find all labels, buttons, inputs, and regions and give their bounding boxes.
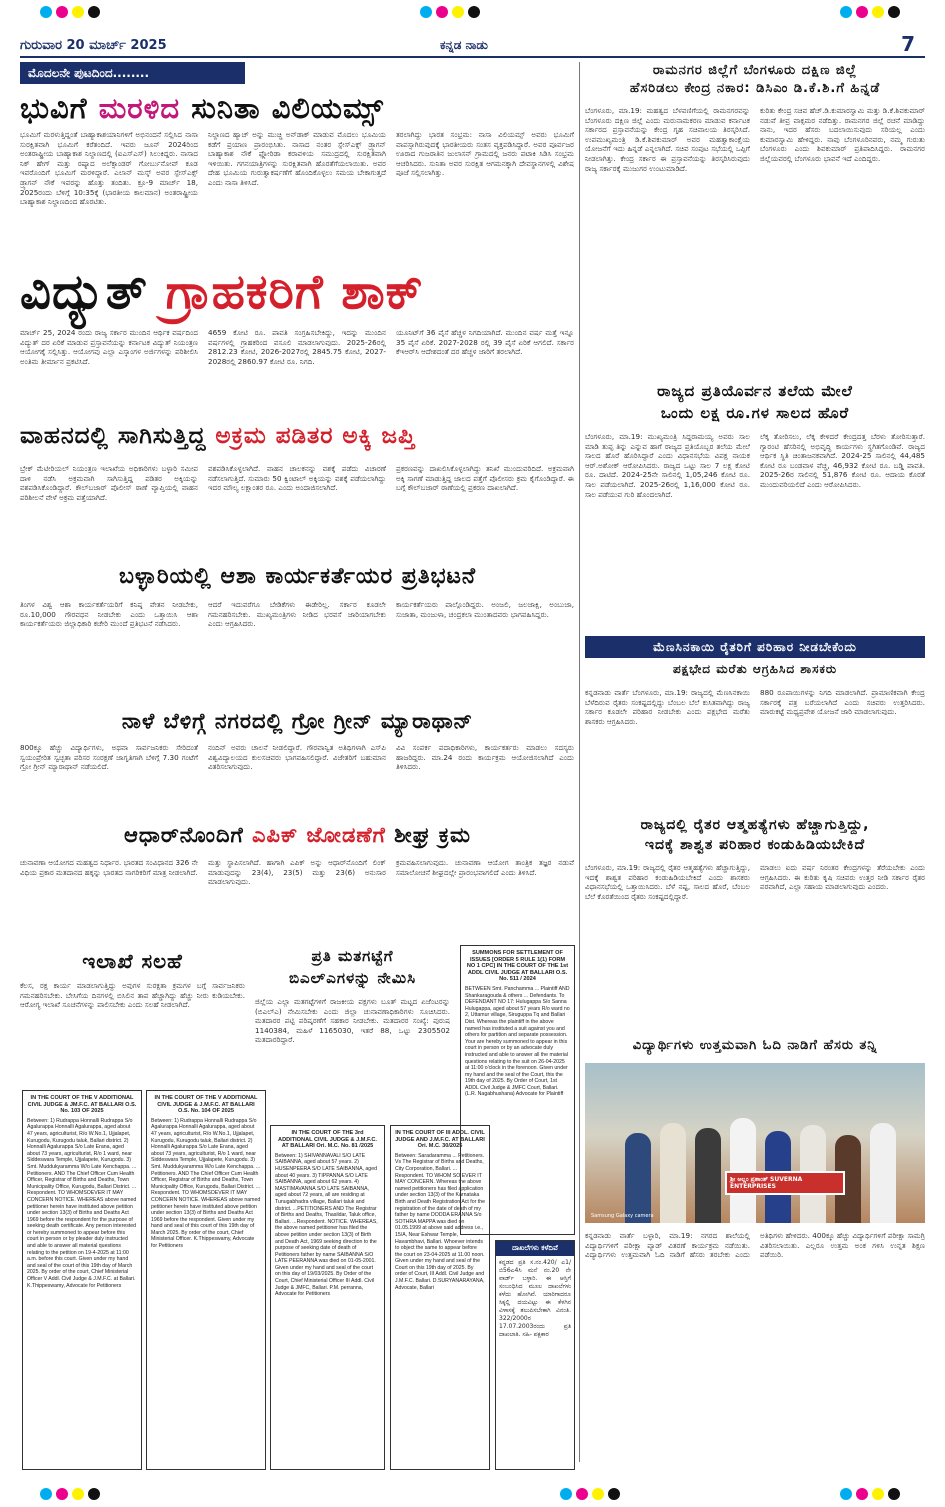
headline-line: ರಾಜ್ಯದಲ್ಲಿ ರೈತರ ಆತ್ಮಹತ್ಯೆಗಳು ಹೆಚ್ಚಾಗುತ್ತಿದ್ದು, [640, 817, 870, 833]
black-dot [608, 1488, 620, 1500]
legal-notice-body: Between: 1) Rudrappa Honnalli Rudrappa S/o Agalurappa Honnalli Agalurappa, aged about 47 years, agriculturist, R/o W.No.1, Ujjalapet, Kurugodu, Kurugodu taluk, Ballari district. 2) Honnalli Agalurappa S/o Late Erana, aged about 73 years, agriculturist, R/o 1 ward, near Siddeswara Temple, Ujjalapete, Kurugodu. 3) Smt. Muddukyaramma W/o Late Kenchappa. ... Petitioners. AND The Chief Officer Cum Health Officer, Registrar of Births and Deaths, Town Municipality Office, Kurugodu, Ballari District. ... Respondent. TO WHOMSOEVER IT MAY CONCERN NOTICE. WHEREAS above named petitioner herein have instituted above petition under section 13(3) of Births and Deaths Act 1969 before the respondent for the purpose of seeking death certificate. Any person interested or hereby summoned to appear before this court in person or by pleader duly instructed and able to answer all material questions relating to the petition on 19-4-2025 at 11:00 a.m. before this court. Given under my hand and seal of the court of this 19th day of March 2025. By order of the court, Chief Ministerial Officer V Addl. Civil Judge & J.M.F.C. at Ballari. K.Thippeswamy, Advocate for Petitioners [27, 1117, 137, 1289]
column-divider [579, 62, 580, 1462]
person-figure [870, 1123, 896, 1223]
headline-line: ಹೆಸರಿಡಲು ಕೇಂದ್ರ ನಕಾರ: ಡಿಸಿಎಂ ಡಿ.ಕೆ.ಶಿ.ಗೆ ಹಿನ್ನಡೆ [629, 81, 881, 96]
ramanagara-article [585, 62, 925, 382]
sunita-body-mid: ನಿಲ್ದಾಣದ ಹ್ಯಾಚ್ ಅನ್ನು ಮುಚ್ಚಿ ಅನ್‌ಡಾಕ್ ಮಾಡುವ ಮೊದಲು ಭೂಮಿಯ ಕಡೆಗೆ ಪ್ರಯಾಣ ಪ್ರಾರಂಭಿಸಿತು. ನಾಸಾದ ನಂತರ ಸ್ಪೇಸ್‌ಎಕ್ಸ್ ಡ್ರ್ಯಾಗನ್ ಬಾಹ್ಯಾಕಾಶ ನೌಕೆ ಫ್ಲೋರಿಡಾ ಕರಾವಳಿಯ ಸಮುದ್ರದಲ್ಲಿ ಸುರಕ್ಷಿತವಾಗಿ ಇಳಿಯಿತು. ಗಗನಯಾತ್ರಿಗಳನ್ನು ಸುರಕ್ಷಿತವಾಗಿ ಹೊರತೆಗೆಯಲಾಯಿತು. ಅವರ ದೇಹ ಭೂಮಿಯ ಗುರುತ್ವಾಕರ್ಷಣೆಗೆ ಹೊಂದಿಕೊಳ್ಳಲು ಸಮಯ ಬೇಕಾಗುತ್ತದೆ ಎಂದು ನಾಸಾ ತಿಳಿಸಿದೆ. [208, 130, 386, 187]
headline-line: ಒಂದು ಲಕ್ಷ ರೂ.ಗಳ ಸಾಲದ ಹೊರೆ [660, 404, 850, 422]
blo-article [255, 945, 450, 1120]
headline-word-highlight: ಗ್ರಾಹಕರಿಗೆ ಶಾಕ್ [165, 264, 424, 320]
headline-line: ಪಕ್ಷಭೇದ ಮರೆತು ಆಗ್ರಹಿಸಿದ ಶಾಸಕರು [672, 662, 838, 676]
debt-body-left: ಬೆಂಗಳೂರು, ಮಾ.19: ಮುಖ್ಯಮಂತ್ರಿ ಸಿದ್ದರಾಮಯ್ಯ ಅವರು ಸಾಲ ಮಾಡಿ ತುಪ್ಪ ತಿನ್ನು ಎನ್ನುವ ಹಾಗೆ ರಾಜ್ಯದ ಪ್ರತಿಯೊಬ್ಬರ ತಲೆಯ ಮೇಲೆ ಸಾಲದ ಹೊರೆ ಹೊರಿಸಿದ್ದಾರೆ ಎಂದು ವಿಧಾನಸಭೆಯ ವಿಪಕ್ಷ ನಾಯಕ ಆರ್.ಅಶೋಕ್ ಆರೋಪಿಸಿದರು. ರಾಜ್ಯದ ಒಟ್ಟು ಸಾಲ 7 ಲಕ್ಷ ಕೋಟಿ ರೂ. ದಾಟಿದೆ. 2024-25ನೇ ಸಾಲಿನಲ್ಲಿ 1,05,246 ಕೋಟಿ ರೂ. ಸಾಲ ಪಡೆಯಲಾಗಿದೆ. 2025-26ರಲ್ಲಿ 1,16,000 ಕೋಟಿ ರೂ. ಸಾಲ ಪಡೆಯುವ ಗುರಿ ಹೊಂದಲಾಗಿದೆ. [585, 432, 750, 499]
marathon-body-2: ನಂದಿನ್ ಅವರು ಚಾಲನೆ ನೀಡಲಿದ್ದಾರೆ. ಗೌರವಾನ್ವಿತ ಅತಿಥಿಗಳಾಗಿ ಎಸ್‌ಪಿ ವಿಶ್ವವಿದ್ಯಾಲಯದ ಕುಲಸಚಿವರು ಭಾಗವಹಿಸಲಿದ್ದಾರೆ. ವಿಜೇತರಿಗೆ ಬಹುಮಾನ ವಿತರಿಸಲಾಗುವುದು. [208, 743, 386, 772]
registration-marks-bottom [0, 1488, 945, 1502]
ramanagara-body-left: ಬೆಂಗಳೂರು, ಮಾ.19: ಮಹತ್ವದ ಬೆಳವಣಿಗೆಯಲ್ಲಿ ರಾಮನಗರವನ್ನು ಬೆಂಗಳೂರು ದಕ್ಷಿಣ ಜಿಲ್ಲೆ ಎಂದು ಮರುನಾಮಕರಣ ಮಾಡುವ ಕರ್ನಾಟಕ ಸರ್ಕಾರದ ಪ್ರಸ್ತಾವನೆಯನ್ನು ಕೇಂದ್ರ ಗೃಹ ಸಚಿವಾಲಯ ತಿರಸ್ಕರಿಸಿದೆ. ಉಪಮುಖ್ಯಮಂತ್ರಿ ಡಿ.ಕೆ.ಶಿವಕುಮಾರ್ ಅವರ ಮಹತ್ವಾಕಾಂಕ್ಷೆಯ ಯೋಜನೆಗೆ ಇದು ಹಿನ್ನಡೆ ಎನ್ನಲಾಗಿದೆ. ಸಚಿವ ಸಂಪುಟ ಸಭೆಯಲ್ಲಿ ಒಪ್ಪಿಗೆ ನೀಡಲಾಗಿತ್ತು. ಕೇಂದ್ರ ಸರ್ಕಾರ ಈ ಪ್ರಸ್ತಾವನೆಯನ್ನು ತಿರಸ್ಕರಿಸಿರುವುದು ರಾಜ್ಯ ಸರ್ಕಾರಕ್ಕೆ ಮುಜುಗರ ಉಂಟುಮಾಡಿದೆ. [585, 106, 750, 173]
cyan-dot [560, 1488, 572, 1500]
page-number: 7 [901, 32, 915, 56]
chilli-body-right: 880 ರೂಪಾಯಿಗಳನ್ನು ನಿಗದಿ ಮಾಡಲಾಗಿದೆ. ಪ್ರಾಮಾಣಿಕವಾಗಿ ಕೇಂದ್ರ ಸರ್ಕಾರಕ್ಕೆ ಪತ್ರ ಬರೆಯಲಾಗಿದೆ ಎಂದು ಸಚಿವರು ಉತ್ತರಿಸಿದರು. ಮಾರುಕಟ್ಟೆ ಮಧ್ಯಪ್ರವೇಶ ಯೋಜನೆ ಜಾರಿ ಮಾಡಲಾಗುವುದು. [760, 688, 925, 717]
debt-body-right: ಲೆಕ್ಕ ತೋರಿಸಲು, ಲೆಕ್ಕ ಕೇಳಿದರೆ ಕೇಂದ್ರದತ್ತ ಬೆರಳು ತೋರಿಸುತ್ತಾರೆ. ಗ್ಯಾರಂಟಿ ಹೆಸರಿನಲ್ಲಿ ಅಭಿವೃದ್ಧಿ ಕಾರ್ಯಗಳು ಸ್ಥಗಿತಗೊಂಡಿವೆ. ರಾಜ್ಯದ ಆರ್ಥಿಕ ಸ್ಥಿತಿ ಚಿಂತಾಜನಕವಾಗಿದೆ. 2024-25 ಸಾಲಿನಲ್ಲಿ 44,485 ಕೋಟಿ ರೂ ಬಂಡವಾಳ ವೆಚ್ಚ, 46,932 ಕೋಟಿ ರೂ. ಬಡ್ಡಿ ಪಾವತಿ. 2025-26ರ ಸಾಲಿನಲ್ಲಿ 51,876 ಕೋಟಿ ರೂ. ಆದಾಯ ಕೊರತೆ ಮುಂದುವರಿಯಲಿದೆ ಎಂದು ಆರೋಪಿಸಿದರು. [760, 432, 925, 489]
headline-word: ವಾಹನದಲ್ಲಿ ಸಾಗಿಸುತ್ತಿದ್ದ [20, 423, 207, 449]
lost-documents-banner: ದಾಖಲೆಗಳು ಕಳೆದಿವೆ [496, 1241, 574, 1256]
yellow-dot [592, 1488, 604, 1500]
legal-notice-title: IN THE COURT OF THE 3rd ADDITIONAL CIVIL JUDGE & J.M.F.C. AT BALLARI Ori. M.C. No. 81 /2025 [278, 1130, 377, 1150]
headline-word: ಆಧಾರ್‌ನೊಂದಿಗೆ [123, 823, 244, 847]
ration-body-3: ಪ್ರಕರಣವನ್ನು ದಾಖಲಿಸಿಕೊಳ್ಳಲಾಗಿದ್ದು ತನಿಖೆ ಮುಂದುವರಿದಿದೆ. ಅಕ್ರಮವಾಗಿ ಅಕ್ಕಿ ಸಾಗಣೆ ಮಾಡುತ್ತಿದ್ದ ಜಾಲದ ಪತ್ತೆಗೆ ಪೊಲೀಸರು ಕ್ರಮ ಕೈಗೊಂಡಿದ್ದಾರೆ. ಈ ಬಗ್ಗೆ ಕೌಲ್‌ಬಜಾರ್ ಠಾಣೆಯಲ್ಲಿ ಪ್ರಕರಣ ದಾಖಲಾಗಿದೆ. [396, 464, 574, 493]
magenta-dot [576, 1488, 588, 1500]
issue-date: ಗುರುವಾರ 20 ಮಾರ್ಚ್ 2025 [20, 38, 167, 53]
farmers-headline [585, 815, 925, 855]
asha-body-2: ಆದರೆ ಇದುವರೆಗೂ ಬೇಡಿಕೆಗಳು ಈಡೇರಿಲ್ಲ. ಸರ್ಕಾರ ಕೂಡಲೇ ಗಮನಹರಿಸಬೇಕು. ಮುಖ್ಯಮಂತ್ರಿಗಳು ನೀಡಿದ ಭರವಸೆ ಜಾರಿಯಾಗಬೇಕು ಎಂದು ಆಗ್ರಹಿಸಿದರು. [208, 600, 386, 629]
legal-notice-title: IN THE COURT OF III ADDL. CIVIL JUDGE AND J.M.F.C. AT BALLARI Ori. M.C. 30/2025 [395, 1130, 485, 1150]
person-figure [695, 1128, 721, 1223]
marathon-body-1: 800ಕ್ಕೂ ಹೆಚ್ಚು ವಿದ್ಯಾರ್ಥಿಗಳು, ಅಥವಾ ಸಾರ್ವಜನಿಕರು ಸೇರಿದಂತೆ ಸ್ವಯಂಪ್ರೇರಿತ ಸ್ವಚ್ಛತಾ ಪರಿಸರ ಸಂರಕ್ಷಣೆ ಜಾಗೃತಿಗಾಗಿ ಬೆಳಿಗ್ಗೆ 7.30 ಗಂಟೆಗೆ ಗ್ರೋ ಗ್ರೀನ್ ಮ್ಯಾರಾಥಾನ್ ನಡೆಯಲಿದೆ. [20, 743, 198, 772]
headline-line: ಬಿಎಲ್ಎಗಳನ್ನು ನೇಮಿಸಿ [288, 969, 417, 987]
legal-notice [270, 1125, 385, 1470]
ramanagara-body-right: ಕುರಿತು ಕೇಂದ್ರ ಸಚಿವ ಹೆಚ್.ಡಿ.ಕುಮಾರಸ್ವಾಮಿ ಮತ್ತು ಡಿ.ಕೆ.ಶಿವಕುಮಾರ್ ನಡುವೆ ತೀವ್ರ ವಾಕ್ಸಮರ ನಡೆದಿತ್ತು. ರಾಮನಗರ ಜಿಲ್ಲೆ ರಚನೆ ಮಾಡಿದ್ದು ನಾನು, ಇದರ ಹೆಸರು ಬದಲಾಯಿಸುವುದು ಸರಿಯಲ್ಲ ಎಂದು ಕುಮಾರಸ್ವಾಮಿ ಹೇಳಿದ್ದರು. ನಾವು ಬೆಂಗಳೂರಿನವರು, ನಮ್ಮ ಗುರುತು ಬೆಂಗಳೂರು ಎಂದು ಶಿವಕುಮಾರ್ ಪ್ರತಿಪಾದಿಸಿದ್ದರು. ರಾಮನಗರ ಜಿಲ್ಲೆಯವರಲ್ಲಿ ಬೆಂಗಳೂರು ಭಾವನೆ ಇದೆ ಎಂದಿದ್ದರು. [760, 106, 925, 163]
header-rule [20, 56, 925, 58]
chilli-article [585, 636, 925, 811]
students-article [585, 1035, 925, 1465]
electricity-article [20, 262, 575, 412]
headline-line: ರಾಜ್ಯದ ಪ್ರತಿಯೊರ್ವನ ತಲೆಯ ಮೇಲೆ [657, 382, 853, 400]
headline-word-highlight: ಮರಳಿದ [98, 91, 181, 125]
ration-body-1: ಬ್ರೇಕ್ ಮೆಟೀರಿಯಲ್ ನಿಯಂತ್ರಣ ಇಲಾಖೆಯ ಅಧಿಕಾರಿಗಳು ಬಳ್ಳಾರಿ ಸಮೀಪ ದಾಳಿ ನಡೆಸಿ ಅಕ್ರಮವಾಗಿ ಸಾಗಿಸುತ್ತಿದ್ದ ಪಡಿತರ ಅಕ್ಕಿಯನ್ನು ವಶಪಡಿಸಿಕೊಂಡಿದ್ದಾರೆ. ಕೌಲ್‌ಬಜಾರ್ ಪೊಲೀಸ್ ಠಾಣೆ ವ್ಯಾಪ್ತಿಯಲ್ಲಿ ವಾಹನ ಪರಿಶೀಲನೆ ವೇಳೆ ಅಕ್ರಮ ಪತ್ತೆಯಾಗಿದೆ. [20, 464, 198, 502]
black-dot [88, 1488, 100, 1500]
ration-article [20, 420, 575, 555]
legal-notice-body: Between: Saradaramma ... Petitioners. Vs The Registrar of Births and Deaths, City Corporation, Ballari. ... Respondent. TO WHOM SO EVER IT MAY CONCERN. Whereas the above named petitioners has filed application under section 13(3) of the Karnataka Birth and Death Registration Act for the registration of the date of death of my father by name DODDA ERANNA S/o SOTHRA MAPPA was died on 01.05.1999 at above said address i.e., 15/A, Near Eshwar Temple, Havambhavi, Ballari. Whoever intends to object the same to appear before the court on 23-04-2025 at 11.00 noon. Given under my hand and seal of the Court on this 19th day of 2025. By order of Court, III Addl. Civil Judge and J.M.F.C. Ballari. D.SURYANARAYANA, Advocate, Ballari [395, 1152, 485, 1291]
legal-notice [146, 1090, 266, 1470]
ramanagara-headline [585, 62, 925, 98]
headline-word-highlight: ಎಪಿಕ್ ಜೋಡಣೆಗೆ [252, 823, 386, 847]
headline-line: ಮೆಣಸಿನಕಾಯಿ ರೈತರಿಗೆ ಪರಿಹಾರ ನೀಡಬೇಕೆಂದು [585, 636, 925, 658]
legal-notice-body: Between: 1) Rudrappa Honnalli Rudrappa S/o Agalurappa Honnalli Agalurappa, aged about 47 years, agriculturist, R/o W.No.1, Ujjalapet, Kurugodu, Kurugodu taluk, Ballari district. 2) Honnalli Agalurappa S/o Late Erana, aged about 73 years, agriculturist, R/o 1 ward, near Siddeswara Temple, Ujjalapete, Kurugodu. 3) Smt. Muddukyaramma W/o Late Kenchappa. ... Petitioners. AND The Chief Officer Cum Health Officer, Registrar of Births and Deaths, Town Municipality Office, Kurugodu, Ballari District. ... Respondent. TO WHOMSOEVER IT MAY CONCERN NOTICE. WHEREAS above named petitioner herein have instituted above petition under section 13(3) of Births and Deaths Act 1969 before the respondent. Given under my hand and seal of this court of this 19th day of March 2025. By order of the court, Chief Ministerial Officer. K.Thippeswamy, Advocate for Petitioners [151, 1117, 261, 1250]
lost-documents-body: ಕನ್ನಡದ ಪ್ರತಿ ಸ.ನಂ.420/ ಎ1/ಬಿ56ಎ4ಸಿ ಮನೆ ನಂ.20 ನೇ ವಾರ್ಡ್ ಬಳ್ಳಾರಿ. ಈ ಆಸ್ತಿಗೆ ಸಂಬಂಧಿಸಿದ ಮೂಲ ದಾಖಲೆಗಳು ಕಳೆದು ಹೋಗಿವೆ. ಯಾರಿಗಾದರೂ ಸಿಕ್ಕಲ್ಲಿ ದಯವಿಟ್ಟು ಈ ಕೆಳಗಿನ ವಿಳಾಸಕ್ಕೆ ತಲುಪಿಸಬೇಕಾಗಿ ವಿನಂತಿ. 322/2000ರ 17.07.2003ರಂದು ಪ್ರತಿ ದಾಖಲಾತಿ. ಸಹಿ- ಪಕ್ಷಕಾರ [499, 1259, 571, 1338]
chilli-body-left: ಕನ್ನಡನಾಡು ವಾರ್ತೆ ಬೆಂಗಳೂರು, ಮಾ.19: ರಾಜ್ಯದಲ್ಲಿ ಮೆಣಸಿನಕಾಯಿ ಬೆಳೆದಿರುವ ರೈತರು ಸಂಕಷ್ಟದಲ್ಲಿದ್ದು ಬೆಂಬಲ ಬೆಲೆ ಕುಸಿತವಾಗಿದ್ದು ರಾಜ್ಯ ಸರ್ಕಾರ ಕೂಡಲೇ ಪರಿಹಾರ ನೀಡಬೇಕು ಎಂದು ಪಕ್ಷಭೇದ ಮರೆತು ಶಾಸಕರು ಆಗ್ರಹಿಸಿದರು. [585, 688, 750, 726]
newspaper-brand: ಕನ್ನಡ ನಾಡು [440, 38, 488, 52]
headline-word: ಸುನಿತಾ ವಿಲಿಯಮ್ಸ್ [191, 91, 384, 125]
students-photo [585, 1063, 925, 1223]
aadhaar-article [20, 818, 575, 938]
aadhaar-body-2: ಮತ್ತು ಸ್ಥಾಪಿಸಲಾಗಿದೆ. ಹಾಗಾಗಿ ಎಪಿಕ್ ಅನ್ನು ಆಧಾರ್‌ನೊಂದಿಗೆ ಲಿಂಕ್ ಮಾಡುವುದನ್ನು 23(4), 23(5) ಮತ್ತು 23(6) ಅನುಸಾರ ಮಾಡಲಾಗುವುದು. [208, 858, 386, 887]
electricity-body-2: 4659 ಕೋಟಿ ರೂ. ಪಾವತಿ ಸಂಗ್ರಹಿಸಬೇಕಿದ್ದು, ಇದನ್ನು ಮುಂದಿನ ವರ್ಷಗಳಲ್ಲಿ ಗ್ರಾಹಕರಿಂದ ವಸೂಲಿ ಮಾಡಲಾಗುವುದು. 2025-26ರಲ್ಲಿ 2812.23 ಕೋಟಿ, 2026-2027ರಲ್ಲಿ 2845.75 ಕೋಟಿ, 2027-2028ರಲ್ಲಿ 2860.97 ಕೋಟಿ ರೂ. ನಿಗದಿ. [208, 328, 386, 366]
headline-word: ವಿದ್ಯುತ್ [20, 264, 148, 320]
legal-notice-title: SUMMONS FOR SETTLEMENT OF ISSUES [ORDER 5 RULE 1(1) FORM NO 1 CPC] IN THE COURT OF THE 1st ADDL CIVIL JUDGE AT BALLARI O.S. No. 511 / 2024 [466, 950, 569, 983]
headline-word: ಭುವಿಗೆ [20, 91, 88, 125]
debt-headline [585, 380, 925, 424]
legal-notice [460, 945, 575, 1235]
aadhaar-body-3: ಕ್ರಮವಹಿಸಲಾಗುವುದು. ಚುನಾವಣಾ ಆಯೋಗ ತಾಂತ್ರಿಕ ತಜ್ಞರ ನಡುವೆ ಸಮಾಲೋಚನೆ ಶೀಘ್ರದಲ್ಲೇ ಪ್ರಾರಂಭವಾಗಲಿದೆ ಎಂದು ತಿಳಿಸಿದೆ. [396, 858, 574, 877]
yellow-dot [872, 1488, 884, 1500]
ration-body-2: ವಶಪಡಿಸಿಕೊಳ್ಳಲಾಗಿದೆ. ವಾಹನ ಚಾಲಕನನ್ನು ವಶಕ್ಕೆ ಪಡೆದು ವಿಚಾರಣೆ ನಡೆಸಲಾಗುತ್ತಿದೆ. ಸುಮಾರು 50 ಕ್ವಿಂಟಾಲ್ ಅಕ್ಕಿಯನ್ನು ವಶಕ್ಕೆ ಪಡೆಯಲಾಗಿದ್ದು ಇದರ ಮೌಲ್ಯ ಲಕ್ಷಾಂತರ ರೂ. ಎಂದು ಅಂದಾಜಿಸಲಾಗಿದೆ. [208, 464, 386, 493]
yellow-dot [72, 1488, 84, 1500]
farmers-body-left: ಬೆಂಗಳೂರು, ಮಾ.19: ರಾಜ್ಯದಲ್ಲಿ ರೈತರ ಆತ್ಮಹತ್ಯೆಗಳು ಹೆಚ್ಚಾಗುತ್ತಿದ್ದು, ಇದಕ್ಕೆ ಶಾಶ್ವತ ಪರಿಹಾರ ಕಂಡುಹಿಡಿಯಬೇಕಿದೆ ಎಂದು ಶಾಸಕರು ವಿಧಾನಸಭೆಯಲ್ಲಿ ಒತ್ತಾಯಿಸಿದರು. ಬೆಳೆ ನಷ್ಟ, ಸಾಲದ ಹೊರೆ, ಬೆಂಬಲ ಬೆಲೆ ಕೊರತೆಯಿಂದ ರೈತರು ಸಂಕಷ್ಟದಲ್ಲಿದ್ದಾರೆ. [585, 863, 750, 901]
asha-body-3: ಕಾರ್ಯಕರ್ತೆಯರು ಪಾಲ್ಗೊಂಡಿದ್ದರು. ಅಂಜಲಿ, ಜಲಜಾಕ್ಷಿ, ಅಂಬುಜಾ, ಸುಜಾತಾ, ಮಂಜುಳಾ, ಚಂದ್ರಕಲಾ ಮುಂತಾದವರು ಭಾಗವಹಿಸಿದ್ದರು. [396, 600, 574, 619]
electricity-body-1: ಮಾರ್ಚ್ 25, 2024 ರಂದು ರಾಜ್ಯ ಸರ್ಕಾರ ಮುಂದಿನ ಆರ್ಥಿಕ ವರ್ಷದಿಂದ ವಿದ್ಯುತ್ ದರ ಏರಿಕೆ ಮಾಡುವ ಪ್ರಸ್ತಾವನೆಯನ್ನು ಕರ್ನಾಟಕ ವಿದ್ಯುತ್ ನಿಯಂತ್ರಣ ಆಯೋಗಕ್ಕೆ ಸಲ್ಲಿಸಿತ್ತು. ಆಯೋಗವು ಎಲ್ಲಾ ಎಸ್ಕಾಂಗಳ ಅರ್ಜಿಗಳನ್ನು ಪರಿಶೀಲಿಸಿ ಅಂತಿಮ ತೀರ್ಮಾನ ಪ್ರಕಟಿಸಿದೆ. [20, 328, 198, 366]
asha-body-1: ತಿಂಗಳ ವಿಶ್ವ ಆಶಾ ಕಾರ್ಯಕರ್ತೆಯರಿಗೆ ಕನಿಷ್ಠ ವೇತನ ನೀಡಬೇಕು, ರೂ.10,000 ಗೌರವಧನ ನೀಡಬೇಕು ಎಂದು ಒತ್ತಾಯಿಸಿ ಆಶಾ ಕಾರ್ಯಕರ್ತೆಯರು ಜಿಲ್ಲಾಧಿಕಾರಿ ಕಚೇರಿ ಮುಂದೆ ಪ್ರತಿಭಟನೆ ನಡೆಸಿದರು. [20, 600, 198, 629]
students-body: ಕನ್ನಡನಾಡು ವಾರ್ತೆ ಬಳ್ಳಾರಿ, ಮಾ.19: ನಗರದ ಶಾಲೆಯಲ್ಲಿ ವಿದ್ಯಾರ್ಥಿಗಳಿಗೆ ಪರೀಕ್ಷಾ ಪ್ಯಾಡ್ ವಿತರಣೆ ಕಾರ್ಯಕ್ರಮ ನಡೆಯಿತು. ವಿದ್ಯಾರ್ಥಿಗಳು ಉತ್ತಮವಾಗಿ ಓದಿ ನಾಡಿಗೆ ಹೆಸರು ತರಬೇಕು ಎಂದು ಅತಿಥಿಗಳು ಹೇಳಿದರು. 400ಕ್ಕೂ ಹೆಚ್ಚು ವಿದ್ಯಾರ್ಥಿಗಳಿಗೆ ಪರೀಕ್ಷಾ ಸಾಮಗ್ರಿ ವಿತರಿಸಲಾಯಿತು. ಎಲ್ಲರೂ ಉತ್ತಮ ಅಂಕ ಗಳಿಸಿ ಉನ್ನತ ಶಿಕ್ಷಣ ಪಡೆಯಿರಿ. [585, 1231, 925, 1260]
asha-headline: ಬಳ್ಳಾರಿಯಲ್ಲಿ ಆಶಾ ಕಾರ್ಯಕರ್ತೆಯರ ಪ್ರತಿಭಟನೆ [118, 564, 477, 589]
legal-notice-body: BETWEEN Smt. Panchamma ... Plaintiff AND Shankaragouda & others ... Defendants. To DEFENDANT NO 17: Hulugappa S/o Sanna Hulugappa, aged about 57 years R/o ward no 2, Uttamur village, Siruguppa Tq and Ballari Dist. Whereas the plaintiff in the above named has instituted a suit against you and others for partition and separate possession. Your are hereby summoned to appear in this court in person or by an advocate duly instructed and able to answer all the material questions relating to the suit on 26-04-2025 at 11:00 o'clock in the forenoon. Given under my hand and the seal of the Court, this the 19th day of 2025. By Order of Court, 1st ADDL Civil Judge & JMFC Court, Ballari. (L.R. Nagabhushana) Advocate for Plaintiff [465, 985, 570, 1098]
marathon-headline: ನಾಳೆ ಬೆಳಿಗ್ಗೆ ನಗರದಲ್ಲಿ ಗ್ರೋ ಗ್ರೀನ್ ಮ್ಯಾರಾಥಾನ್ [121, 709, 474, 733]
headline-word-highlight: ಅಕ್ರಮ ಪಡಿತರ ಅಕ್ಕಿ ಜಪ್ತಿ [215, 423, 416, 449]
legal-notice-title: IN THE COURT OF THE V ADDITIONAL CIVIL JUDGE & JM.F.C. AT BALLARI O.S. No. 103 OF 2025 [27, 1095, 137, 1115]
sunita-body-right: ತರಲಾಗಿದ್ದು ಭಾರತ ಸಂಭ್ರಮ: ನಾಸಾ ವಿಲಿಯಮ್ಸ್ ಅವರು ಭೂಮಿಗೆ ವಾಪಸ್ಸಾಗಿರುವುದಕ್ಕೆ ಭಾರತೀಯರು ಸಂತಸ ವ್ಯಕ್ತಪಡಿಸಿದ್ದಾರೆ. ಅವರ ಪೂರ್ವಜರ ಊರಾದ ಗುಜರಾತಿನ ಜುಲಾಸನ್ ಗ್ರಾಮದಲ್ಲಿ ಜನರು ಪಟಾಕಿ ಸಿಡಿಸಿ ಸಂಭ್ರಮ ಆಚರಿಸಿದರು. ಸುನಿತಾ ಅವರ ಸುರಕ್ಷಿತ ಆಗಮನಕ್ಕಾಗಿ ದೇವಸ್ಥಾನಗಳಲ್ಲಿ ವಿಶೇಷ ಪೂಜೆ ಸಲ್ಲಿಸಲಾಗಿತ್ತು. [396, 130, 574, 178]
legal-notice-title: IN THE COURT OF THE V ADDITIONAL CIVIL JUDGE & J.M.F.C. AT BALLARI O.S. No. 104 OF 2025 [154, 1095, 258, 1115]
electricity-headline [20, 262, 575, 322]
headline-line: ರಾಮನಗರ ಜಿಲ್ಲೆಗೆ ಬೆಂಗಳೂರು ದಕ್ಷಿಣ ಜಿಲ್ಲೆ [652, 63, 858, 78]
asha-article [20, 560, 575, 700]
cyan-dot [840, 1488, 852, 1500]
sunita-headline [20, 90, 575, 126]
chilli-headline [585, 636, 925, 680]
farmers-article [585, 815, 925, 1030]
headline-word: ಶೀಘ್ರ ಕ್ರಮ [394, 823, 472, 847]
photo-camera-caption: Samsung Galaxy camera [591, 1213, 654, 1219]
ration-headline [20, 420, 575, 452]
electricity-body-3: ಯೂನಿಟ್‌ಗೆ 36 ಪೈಸೆ ಹೆಚ್ಚಳ ನಿಗದಿಯಾಗಿದೆ. ಮುಂದಿನ ವರ್ಷ ಮತ್ತೆ ಇನ್ನೂ 35 ಪೈಸೆ ಏರಿಕೆ. 2027-2028 ರಲ್ಲಿ 39 ಪೈಸೆ ಏರಿಕೆ ಆಗಲಿದೆ. ಸರ್ಕಾರ ಕೆಇಆರ್‌ಸಿ ಆದೇಶದಂತೆ ದರ ಹೆಚ್ಚಳ ಜಾರಿಗೆ ತರಲಾಗಿದೆ. [396, 328, 574, 357]
person-figure [625, 1133, 651, 1223]
photo-banner-sign: ಶ್ರೀ ಅಲ್ಲಂ ಪ್ರಶಾಂತ್ SUVERNA ENTERPRISES [725, 1171, 845, 1195]
magenta-dot [856, 1488, 868, 1500]
lost-documents-notice [495, 1240, 575, 1470]
legal-notice [22, 1090, 142, 1470]
legal-notice-body: Between: 1) SHIVANNAVALI S/O LATE SAIBANNA, aged about 57 years. 2) HUSENPEERA S/O LATE SAIBANNA, aged about 40 years. 3) TIPPANNA S/O LATE SAIBANNA, aged about 62 years. 4) MASTIMAVANNA S/O LATE SAIBANNA, aged about 72 years, all are residing at Tunugabhadra village, Ballari taluk and district. ...PETITIONERS AND The Registrar of Births and Deaths, Thasildar, Taluk office, Ballari. ...Respondent. NOTICE. WHEREAS, the above named petitioner has filed the above petition under section 13(3) of Birth and Death Act, 1969 seeking direction to the purpose of seeking date of death of Petitioners father by name SAIBANNA S/O LATE PEERANNA was died on 01-05-2001. Given under my hand and seal of the court on this day of 19/03/2025. By Order of the Court, Chief Ministerial Officer III Addl. Civil Judge & JMFC, Ballari. P.M. perranna, Advocate for Petitioners [275, 1152, 378, 1298]
section-tag: ಮೊದಲನೇ ಪುಟದಿಂದ........ [20, 62, 245, 84]
person-figure [660, 1123, 686, 1223]
dept-advice-headline: ಇಲಾಖೆ ಸಲಹೆ [82, 949, 183, 973]
sunita-article [20, 90, 575, 260]
headline-line: ಇದಕ್ಕೆ ಶಾಶ್ವತ ಪರಿಹಾರ ಕಂಡುಹಿಡಿಯಬೇಕಿದೆ [644, 837, 866, 853]
aadhaar-headline [20, 818, 575, 852]
page-header [0, 0, 945, 60]
farmers-body-right: ಮಾಡಲು ಐದು ವರ್ಷ ನಿರಂತರ ಕೇಂದ್ರಗಳನ್ನು ತೆರೆಯಬೇಕು ಎಂದು ಆಗ್ರಹಿಸಿದರು. ಈ ಕುರಿತು ಕೃಷಿ ಸಚಿವರು ಉತ್ತರ ನೀಡಿ ಸರ್ಕಾರ ರೈತರ ಪರವಾಗಿದೆ, ಎಲ್ಲಾ ಸಹಾಯ ಮಾಡಲಾಗುವುದು ಎಂದರು. [760, 863, 925, 892]
blo-headline [255, 945, 450, 989]
debt-article [585, 380, 925, 630]
dept-advice-article [20, 945, 245, 1085]
marathon-body-3: ವಿವಿ ಸಂಪರ್ಕ ಪದಾಧಿಕಾರಿಗಳು, ಕಾರ್ಯಕರ್ತರು ಮಾಡಲು ಸದಸ್ಯರು ಹಾಜರಿದ್ದರು. ಮಾ.24 ರಂದು ಕಾರ್ಯಕ್ರಮ ಆಯೋಜಿಸಲಾಗಿದೆ ಎಂದು ತಿಳಿಸಿದರು. [396, 743, 574, 772]
headline-line: ಪ್ರತಿ ಮತಗಟ್ಟೆಗೆ [311, 947, 394, 965]
magenta-dot [56, 1488, 68, 1500]
aadhaar-body-1: ಚುನಾವಣಾ ಆಯೋಗದ ಮಹತ್ವದ ನಿರ್ಧಾರ. ಭಾರತದ ಸಂವಿಧಾನದ 326 ನೇ ವಿಧಿಯ ಪ್ರಕಾರ ಮತದಾನದ ಹಕ್ಕನ್ನು ಭಾರತದ ನಾಗರಿಕರಿಗೆ ಮಾತ್ರ ನೀಡಲಾಗಿದೆ. [20, 858, 198, 877]
blo-body: ಜಿಲ್ಲೆಯ ಎಲ್ಲಾ ಮತಗಟ್ಟೆಗಳಿಗೆ ರಾಜಕೀಯ ಪಕ್ಷಗಳು ಬೂತ್ ಮಟ್ಟದ ಏಜೆಂಟರನ್ನು (ಬಿಎಲ್ಎ) ನೇಮಿಸಬೇಕು ಎಂದು ಜಿಲ್ಲಾ ಚುನಾವಣಾಧಿಕಾರಿಗಳು ಸೂಚಿಸಿದರು. ಮತದಾರರ ಪಟ್ಟಿ ಪರಿಷ್ಕರಣೆಗೆ ಸಹಕಾರ ನೀಡಬೇಕು. ಮತದಾರರ ಸಂಖ್ಯೆ: ಪುರುಷ 1140384, ಮಹಿಳೆ 1165030, ಇತರೆ 88, ಒಟ್ಟು 2305502 ಮತದಾರರಿದ್ದಾರೆ. [255, 997, 450, 1045]
dept-advice-body: ಕೆಲಸ, ರಕ್ಷ ಕಾರ್ಯ ಮಾಡಲಾಗುತ್ತಿದ್ದು ಅವುಗಳ ಸುರಕ್ಷತಾ ಕ್ರಮಗಳ ಬಗ್ಗೆ ಸಾರ್ವಜನಿಕರು ಗಮನಹರಿಸಬೇಕು. ಬೇಸಿಗೆಯ ದಿನಗಳಲ್ಲಿ ಬಿಸಿಲಿನ ತಾಪ ಹೆಚ್ಚಾಗಿದ್ದು ಹೆಚ್ಚು ನೀರು ಕುಡಿಯಬೇಕು. ಆರೋಗ್ಯ ಇಲಾಖೆ ಸೂಚನೆಗಳನ್ನು ಪಾಲಿಸಬೇಕು ಎಂದು ಸಲಹೆ ನೀಡಲಾಗಿದೆ. [20, 981, 245, 1010]
sunita-body-left: ಭೂಮಿಗೆ ಮರಳುತ್ತಿದ್ದಂತೆ ಬಾಹ್ಯಾಕಾಶಯಾನಿಗಳಿಗೆ ಅಭಿನಂದನೆ ಸಲ್ಲಿಸಿದ ನಾಸಾ ಸುರಕ್ಷಿತವಾಗಿ ಭೂಮಿಗೆ ಕರೆತಂದಿದೆ. ಇವರು ಜೂನ್ 2024ರಿಂದ ಅಂತರಾಷ್ಟ್ರೀಯ ಬಾಹ್ಯಾಕಾಶ ನಿಲ್ದಾಣದಲ್ಲಿ (ಐಎಸ್‌ಎಸ್) ಸಿಲುಕಿದ್ದರು. ನಾಸಾದ ನಿಕ್ ಹೇಗ್ ಮತ್ತು ರಷ್ಯಾದ ಅಲೆಕ್ಸಾಂಡರ್ ಗೋರ್ಬುನೋವ್ ಕೂಡ ಇವರೊಂದಿಗೆ ಭೂಮಿಗೆ ಮರಳಿದ್ದಾರೆ. ಎಲಾನ್ ಮಸ್ಕ್ ಅವರ ಸ್ಪೇಸ್‌ಎಕ್ಸ್ ಡ್ರ್ಯಾಗನ್ ನೌಕೆ ಇವರನ್ನು ಹೊತ್ತು ತಂದಿತು. ಕ್ರೂ-9 ಮಾರ್ಚ್ 18, 2025ರಂದು ಬೆಳಿಗ್ಗೆ 10:35ಕ್ಕೆ (ಭಾರತೀಯ ಕಾಲಮಾನ) ಅಂತರಾಷ್ಟ್ರೀಯ ಬಾಹ್ಯಾಕಾಶ ನಿಲ್ದಾಣದಿಂದ ಹೊರಟಿತು. [20, 130, 198, 207]
students-headline: ವಿದ್ಯಾರ್ಥಿಗಳು ಉತ್ತಮವಾಗಿ ಓದಿ ನಾಡಿಗೆ ಹೆಸರು ತನ್ನಿ [632, 1038, 878, 1053]
cyan-dot [40, 1488, 52, 1500]
black-dot [888, 1488, 900, 1500]
marathon-article [20, 705, 575, 815]
